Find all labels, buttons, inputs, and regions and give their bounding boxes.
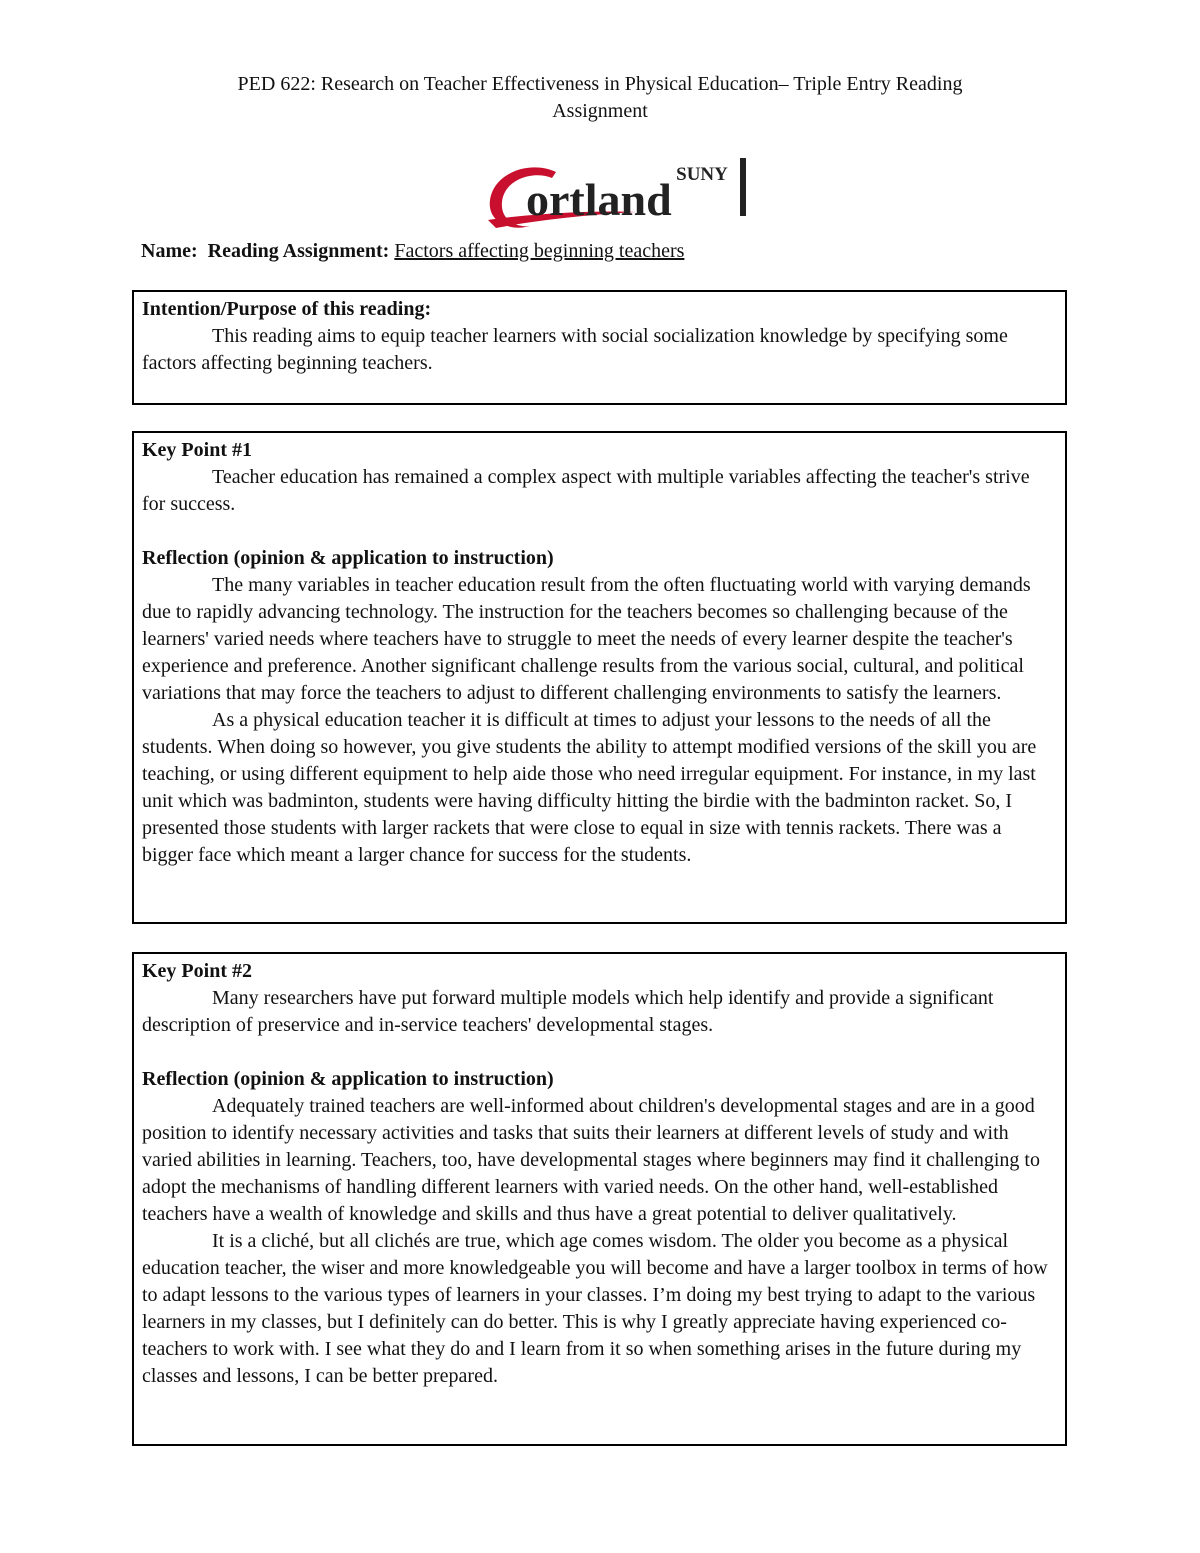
reading-assignment-label: Reading Assignment: [207,240,390,262]
key-point-1-reflection-heading: Reflection (opinion & application to instruction) [142,547,554,569]
key-point-2-heading: Key Point #2 [142,960,252,982]
key-point-2-reflection-heading: Reflection (opinion & application to instruction) [142,1068,554,1090]
name-label: Name: [141,240,198,262]
key-point-1-reflection-paragraph-2: As a physical education teacher it is difficult at times to adjust your lessons to the needs of all the students. When doing so however, you give students the ability to attempt modified versions of the skill you are teaching, or using different equipment to help aide those who need irregular equipment. For instance, in my last unit which was badminton, students were having difficulty hitting the birdie with the badminton racket. So, I presented those students with larger rackets that were close to equal in size with tennis rackets. There was a bigger face which meant a larger chance for success for the students. [142,709,1037,866]
key-point-1-text: Teacher education has remained a complex aspect with multiple variables affecting the teacher's strive for success. [142,466,1030,515]
reading-topic: Factors affecting beginning teachers [394,240,685,262]
purpose-box [132,290,1067,405]
logo-brand-main: ortland [526,174,672,225]
document-title-line-2: Assignment [552,100,648,122]
assignment-line [141,238,684,265]
key-point-2-reflection-paragraph-2: It is a cliché, but all clichés are true, which age comes wisdom. The older you become as a physical education teacher, the wiser and more knowledgeable you will become and have a larger toolbox in terms of how to adapt lessons to the various types of learners in your classes. I’m doing my best trying to adapt to the various learners in my classes, but I definitely can do better. This is why I greatly appreciate having experienced co-teachers to work with. I see what they do and I learn from it so when something arises in the future during my classes and lessons, I can be better prepared. [142,1230,1048,1387]
key-point-2-text: Many researchers have put forward multiple models which help identify and provide a significant description of preservice and in-service teachers' developmental stages. [142,987,994,1036]
key-point-1-reflection-paragraph-1: The many variables in teacher education result from the often fluctuating world with varying demands due to rapidly advancing technology. The instruction for the teachers becomes so challenging because of the learners' varied needs where teachers have to struggle to meet the needs of every learner despite the teacher's experience and preference. Another significant challenge results from the various social, cultural, and political variations that may force the teachers to adjust to different challenging environments to satisfy the learners. [142,574,1031,704]
purpose-heading: Intention/Purpose of this reading: [142,298,432,320]
key-point-1-box [132,431,1067,924]
logo-brand-top: SUNY [676,164,728,185]
key-point-2-box [132,952,1067,1446]
document-title-line-1: PED 622: Research on Teacher Effectiveness in Physical Education– Triple Entry Reading [237,73,963,95]
key-point-1-heading: Key Point #1 [142,439,252,461]
purpose-text: This reading aims to equip teacher learners with social socialization knowledge by specifying some factors affecting beginning teachers. [142,325,1008,374]
key-point-2-reflection-paragraph-1: Adequately trained teachers are well-informed about children's developmental stages and are in a good position to identify necessary activities and tasks that suits their learners at different levels of study and with varied abilities in learning. Teachers, too, have developmental stages where beginners may find it challenging to adopt the mechanisms of handling different learners with varied needs. On the other hand, well-established teachers have a wealth of knowledge and skills and thus have a great potential to deliver qualitatively. [142,1095,1040,1225]
document-title [120,71,1080,125]
suny-cortland-logo [486,158,748,234]
